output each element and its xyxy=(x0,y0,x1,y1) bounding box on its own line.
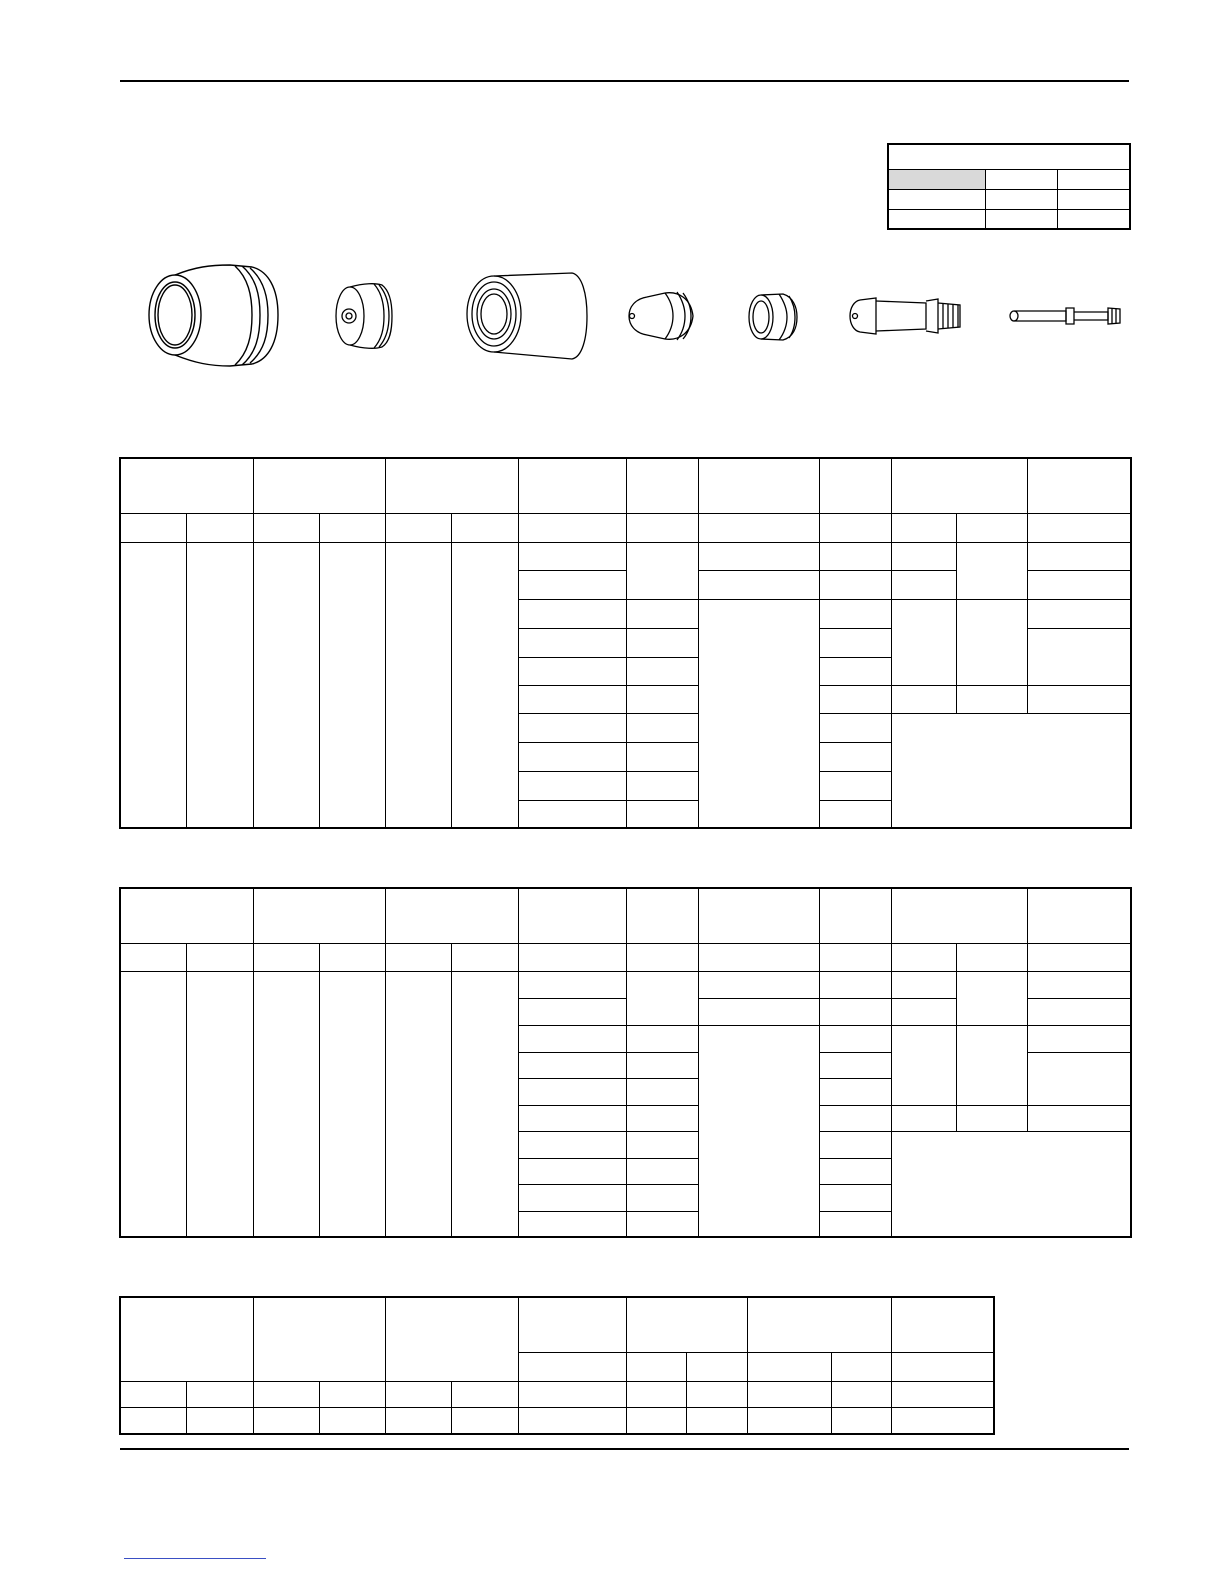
table-cell xyxy=(253,542,319,828)
subheader-cell xyxy=(186,1381,253,1407)
subheader-cell xyxy=(120,1381,186,1407)
legend-cell xyxy=(888,189,985,209)
table-cell xyxy=(253,971,319,1237)
table-cell xyxy=(891,1131,1131,1237)
header-cell xyxy=(698,888,819,943)
table-cell xyxy=(819,685,891,713)
table-cell xyxy=(518,1184,626,1211)
header-cell xyxy=(626,1297,747,1352)
table-cell xyxy=(626,1052,698,1078)
shield-cap-icon xyxy=(332,277,394,355)
legend-cell xyxy=(1057,209,1130,229)
table-cell xyxy=(891,1105,956,1131)
table-cell xyxy=(626,1211,698,1237)
table-cell xyxy=(686,1407,747,1434)
subheader-cell xyxy=(120,943,186,971)
subheader-cell xyxy=(686,1352,747,1381)
table-cell xyxy=(698,599,819,828)
table-cell xyxy=(1027,971,1131,998)
table-cell xyxy=(891,570,956,599)
table-cell xyxy=(626,1131,698,1158)
table-cell xyxy=(891,998,956,1025)
table-cell xyxy=(626,1105,698,1131)
header-cell xyxy=(698,458,819,513)
header-cell xyxy=(747,1297,891,1352)
subheader-cell xyxy=(518,943,626,971)
table-cell xyxy=(698,1025,819,1237)
legend-cell xyxy=(1057,169,1130,189)
subheader-cell xyxy=(626,513,698,542)
subheader-cell xyxy=(319,943,385,971)
table-cell xyxy=(819,971,891,998)
table-cell xyxy=(518,1407,626,1434)
table-cell xyxy=(1027,542,1131,570)
legend-cell xyxy=(1057,189,1130,209)
header-cell xyxy=(891,458,1027,513)
legend-cell xyxy=(985,189,1057,209)
table-cell xyxy=(626,771,698,800)
table-cell xyxy=(385,542,451,828)
table-cell xyxy=(819,1158,891,1184)
table-cell xyxy=(518,1052,626,1078)
table-cell xyxy=(891,599,956,685)
subheader-cell xyxy=(698,943,819,971)
subheader-cell xyxy=(385,1381,451,1407)
subheader-cell xyxy=(1027,943,1131,971)
table-cell xyxy=(1027,1052,1131,1105)
table-cell xyxy=(819,1131,891,1158)
subheader-cell xyxy=(891,1381,994,1407)
subheader-cell xyxy=(626,1352,686,1381)
subheader-cell xyxy=(831,1381,891,1407)
table-cell xyxy=(891,971,956,998)
table-cell xyxy=(698,570,819,599)
table-cell xyxy=(626,599,698,628)
header-cell xyxy=(626,458,698,513)
table-cell xyxy=(891,1025,956,1105)
table-cell xyxy=(891,713,1131,828)
table-cell xyxy=(747,1407,831,1434)
subheader-cell xyxy=(518,1352,626,1381)
table-cell xyxy=(819,599,891,628)
table-cell xyxy=(626,1407,686,1434)
table-cell xyxy=(186,1407,253,1434)
table-cell xyxy=(518,1158,626,1184)
table-cell xyxy=(518,998,626,1025)
consumable-parts-row xyxy=(120,255,1129,375)
header-cell xyxy=(253,458,385,513)
subheader-cell xyxy=(956,513,1027,542)
table-cell xyxy=(1027,1025,1131,1052)
legend-table xyxy=(887,143,1131,230)
table-cell xyxy=(518,542,626,570)
table-cell xyxy=(1027,570,1131,599)
subheader-cell xyxy=(253,943,319,971)
table-cell xyxy=(956,971,1027,1025)
subheader-cell xyxy=(819,513,891,542)
table-cell xyxy=(831,1407,891,1434)
table-cell xyxy=(956,685,1027,713)
table-cell xyxy=(819,1184,891,1211)
header-cell xyxy=(626,888,698,943)
table-cell xyxy=(819,1105,891,1131)
header-cell xyxy=(819,458,891,513)
table-cell xyxy=(1027,1105,1131,1131)
header-cell xyxy=(1027,888,1131,943)
table-cell xyxy=(1027,599,1131,628)
table-cell xyxy=(626,1184,698,1211)
table-cell xyxy=(819,542,891,570)
table-cell xyxy=(891,542,956,570)
header-cell xyxy=(253,1297,385,1381)
table-cell xyxy=(819,771,891,800)
retaining-cap-icon xyxy=(462,269,590,363)
table-cell xyxy=(698,998,819,1025)
header-cell xyxy=(518,1297,626,1352)
consumables-table xyxy=(119,457,1132,829)
table-cell xyxy=(626,971,698,1025)
table-cell xyxy=(819,1052,891,1078)
table-cell xyxy=(120,1407,186,1434)
table-cell xyxy=(819,742,891,771)
table-cell xyxy=(319,971,385,1237)
subheader-cell xyxy=(819,943,891,971)
subheader-cell xyxy=(186,513,253,542)
subheader-cell xyxy=(186,943,253,971)
table-cell xyxy=(626,685,698,713)
table-cell xyxy=(518,628,626,657)
header-cell xyxy=(518,458,626,513)
subheader-cell xyxy=(686,1381,747,1407)
subheader-cell xyxy=(518,1381,626,1407)
table-cell xyxy=(518,971,626,998)
table-cell xyxy=(1027,685,1131,713)
table-cell xyxy=(891,1407,994,1434)
subheader-cell xyxy=(451,1381,518,1407)
table-cell xyxy=(518,713,626,742)
table-cell xyxy=(518,1211,626,1237)
table-cell xyxy=(385,971,451,1237)
table-cell xyxy=(518,1078,626,1105)
subheader-cell xyxy=(747,1381,831,1407)
header-rule xyxy=(120,80,1129,82)
subheader-cell xyxy=(747,1352,831,1381)
header-cell xyxy=(819,888,891,943)
table-cell xyxy=(819,628,891,657)
table-cell xyxy=(626,713,698,742)
header-cell xyxy=(120,888,253,943)
subheader-cell xyxy=(891,943,956,971)
table-cell xyxy=(891,685,956,713)
header-cell xyxy=(120,1297,253,1381)
subheader-cell xyxy=(253,1381,319,1407)
footer-link[interactable] xyxy=(124,1558,266,1559)
table-cell xyxy=(120,542,186,828)
table-cell xyxy=(451,542,518,828)
header-cell xyxy=(518,888,626,943)
subheader-cell xyxy=(120,513,186,542)
table-cell xyxy=(451,971,518,1237)
table-cell xyxy=(518,1105,626,1131)
subheader-cell xyxy=(518,513,626,542)
subheader-cell xyxy=(451,943,518,971)
header-cell xyxy=(385,888,518,943)
header-cell xyxy=(891,1297,994,1352)
table-cell xyxy=(1027,998,1131,1025)
header-cell xyxy=(120,458,253,513)
subheader-cell xyxy=(891,513,956,542)
subheader-cell xyxy=(253,513,319,542)
subheader-cell xyxy=(698,513,819,542)
subheader-cell xyxy=(1027,513,1131,542)
table-cell xyxy=(819,1025,891,1052)
table-cell xyxy=(956,1105,1027,1131)
table-cell xyxy=(385,1407,451,1434)
legend-title xyxy=(888,144,1130,169)
table-cell xyxy=(518,800,626,828)
water-tube-icon xyxy=(1008,303,1124,329)
process-table xyxy=(119,1296,995,1435)
subheader-cell xyxy=(385,513,451,542)
table-cell xyxy=(319,542,385,828)
table-cell xyxy=(819,657,891,685)
table-cell xyxy=(626,628,698,657)
table-cell xyxy=(819,713,891,742)
swirl-ring-icon xyxy=(745,291,801,343)
table-cell xyxy=(518,685,626,713)
table-cell xyxy=(451,1407,518,1434)
subheader-cell xyxy=(626,943,698,971)
subheader-cell xyxy=(385,943,451,971)
table-cell xyxy=(319,1407,385,1434)
table-cell xyxy=(819,1078,891,1105)
table-cell xyxy=(626,657,698,685)
table-cell xyxy=(819,800,891,828)
header-cell xyxy=(1027,458,1131,513)
subheader-cell xyxy=(626,1381,686,1407)
table-cell xyxy=(626,542,698,599)
table-cell xyxy=(518,771,626,800)
table-cell xyxy=(518,570,626,599)
table-cell xyxy=(186,542,253,828)
table-cell xyxy=(626,1158,698,1184)
table-cell xyxy=(626,800,698,828)
table-cell xyxy=(698,971,819,998)
header-cell xyxy=(253,888,385,943)
table-cell xyxy=(120,971,186,1237)
table-cell xyxy=(1027,628,1131,685)
legend-cell xyxy=(985,209,1057,229)
header-cell xyxy=(385,458,518,513)
table-cell xyxy=(956,1025,1027,1105)
subheader-cell xyxy=(956,943,1027,971)
table-cell xyxy=(518,742,626,771)
table-cell xyxy=(626,1078,698,1105)
header-cell xyxy=(891,888,1027,943)
table-cell xyxy=(186,971,253,1237)
consumables-table xyxy=(119,887,1132,1238)
subheader-cell xyxy=(319,513,385,542)
footer-rule xyxy=(120,1448,1129,1450)
subheader-cell xyxy=(451,513,518,542)
table-cell xyxy=(518,1025,626,1052)
table-cell xyxy=(698,542,819,570)
table-cell xyxy=(253,1407,319,1434)
subheader-cell xyxy=(319,1381,385,1407)
header-cell xyxy=(385,1297,518,1381)
legend-cell xyxy=(888,209,985,229)
table-cell xyxy=(626,742,698,771)
table-cell xyxy=(819,998,891,1025)
table-cell xyxy=(518,599,626,628)
table-cell xyxy=(819,1211,891,1237)
subheader-cell xyxy=(831,1352,891,1381)
table-cell xyxy=(626,1025,698,1052)
table-cell xyxy=(956,542,1027,599)
table-cell xyxy=(518,657,626,685)
electrode-icon xyxy=(846,293,964,339)
legend-cell xyxy=(985,169,1057,189)
legend-cell xyxy=(888,169,985,189)
table-cell xyxy=(518,1131,626,1158)
shield-icon xyxy=(140,263,285,368)
table-cell xyxy=(819,570,891,599)
table-cell xyxy=(956,599,1027,685)
subheader-cell xyxy=(891,1352,994,1381)
nozzle-icon xyxy=(625,287,697,345)
